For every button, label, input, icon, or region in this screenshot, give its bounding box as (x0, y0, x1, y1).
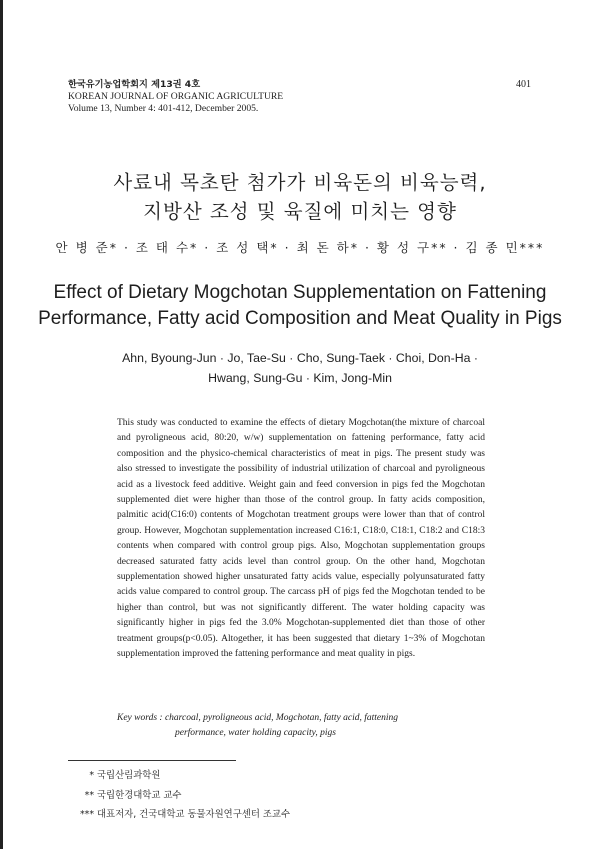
footnote-text: 국립한경대학교 교수 (97, 789, 182, 801)
journal-volume: Volume 13, Number 4: 401-412, December 2005. (68, 103, 259, 114)
footnote-text: 국립산림과학원 (97, 770, 161, 781)
journal-title-en: KOREAN JOURNAL OF ORGANIC AGRICULTURE (68, 91, 284, 102)
authors-en (0, 348, 600, 388)
authors-en-line1: Ahn, Byoung-Jun · Jo, Tae-Su · Cho, Sung-Taek · Choi, Don-Ha · (122, 351, 478, 365)
journal-header (68, 79, 283, 115)
paper-title-en-line2: Performance, Fatty acid Composition and Meat Quality in Pigs (38, 308, 562, 329)
paper-title-kr (0, 168, 600, 226)
footnote-mark: * (89, 770, 94, 781)
paper-title-en-line1: Effect of Dietary Mogchotan Supplementation on Fattening (53, 282, 547, 303)
footnote-item (68, 805, 290, 825)
authors-kr: 안 병 준* · 조 태 수* · 조 성 택* · 최 돈 하* · 황 성 구** · 김 종 민*** (55, 240, 545, 255)
keywords-line1: charcoal, pyroligneous acid, Mogchotan, fatty acid, fattening (164, 713, 398, 723)
keywords-line2: performance, water holding capacity, pigs (175, 728, 336, 739)
footnote-text: 대표저자, 건국대학교 동물자원연구센터 조교수 (97, 809, 291, 820)
footnote-mark: ** (84, 789, 94, 801)
paper-title-kr-line1: 사료내 목초탄 첨가가 비육돈의 비육능력, (113, 171, 487, 194)
paper-title-en (0, 280, 600, 332)
paper-title-kr-line2: 지방산 조성 및 육질에 미치는 영향 (143, 200, 457, 223)
footnote-item (68, 786, 290, 806)
authors-en-line2: Hwang, Sung-Gu · Kim, Jong-Min (208, 371, 392, 385)
footnote-mark: *** (79, 809, 94, 820)
footnote-item (68, 766, 290, 786)
keywords (117, 711, 485, 742)
footnotes (68, 766, 290, 825)
keywords-label: Key words : (117, 713, 163, 723)
page-number: 401 (516, 79, 531, 90)
journal-title-kr: 한국유기농업학회지 제13권 4호 (68, 79, 201, 90)
abstract: This study was conducted to examine the effects of dietary Mogchotan(the mixture of charcoal and pyroligneous acid, 80:20, w/w) supplementation on fattening performance, fatty acid composition and the physico-chemical characteristics of meat in pigs. The present study was also stressed to investigate the possibility of industrial utilization of charcoal and pyroligneous acid as a livestock feed additive. Weight gain and feed conversion in pigs fed the Mogchotan supplemented diet were higher than those of the control group. In fatty acids composition, palmitic acid(C16:0) contents of Mogchotan treatment groups were lower than that of control group. However, Mogchotan supplementation increased C16:1, C18:0, C18:1, C18:2 and C18:3 contents when compared with control group pigs. Also, Mogchotan supplementation groups decreased saturated fatty acids level than control group. On the other hand, Mogchotan supplementation showed higher unsaturated fatty acids value, especially polyunsaturated fatty acids value compared to control group. The carcass pH of pigs fed the Mogchotan tended to be higher than control, but was not significantly different. The water holding capacity was significantly higher in pigs fed the 3.0% Mogchotan-supplemented diet than those of other treatment groups(p<0.05). Altogether, it has been suggested that dietary 1~3% of Mogchotan supplementation improved the fattening performance and meat quality in pigs. (117, 418, 485, 660)
footnote-divider (68, 760, 236, 761)
page-left-border (0, 0, 3, 849)
